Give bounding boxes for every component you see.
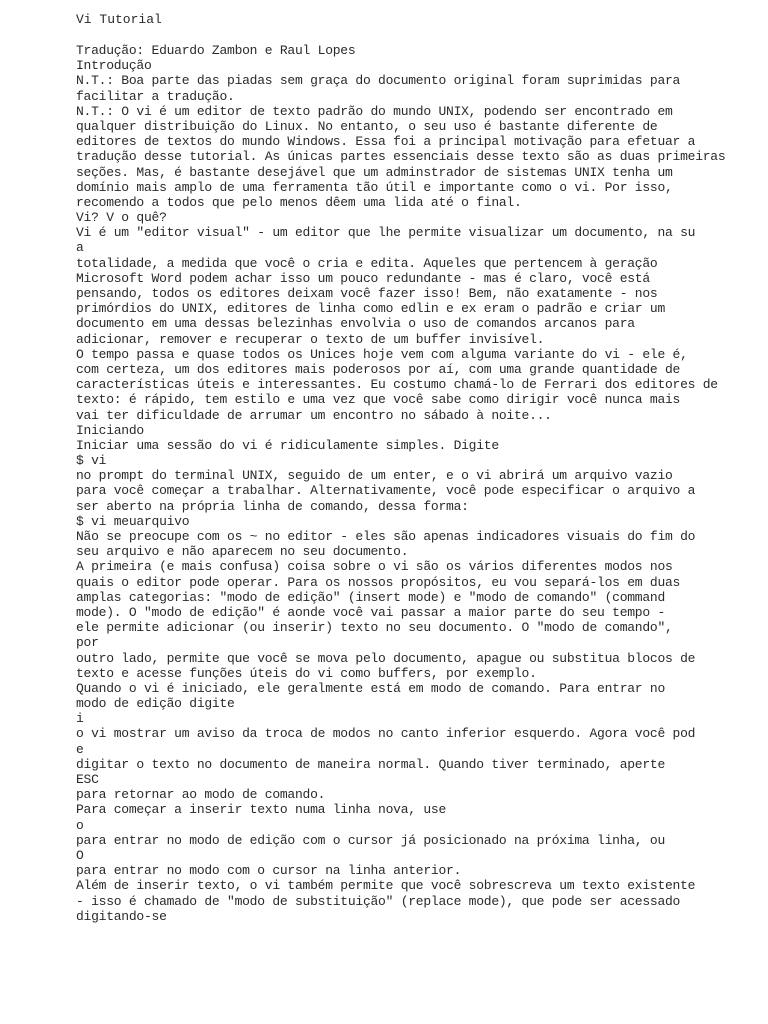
document-title: Vi Tutorial bbox=[76, 12, 162, 27]
text-line: seções. Mas, é bastante desejável que um adminstrador de sistemas UNIX tenha um bbox=[76, 164, 673, 180]
text-line: mode). O "modo de edição" é aonde você vai passar a maior parte do seu tempo - bbox=[76, 604, 665, 620]
text-line: com certeza, um dos editores mais poderosos por aí, com uma grande quantidade de bbox=[76, 361, 681, 377]
text-line: facilitar a tradução. bbox=[76, 88, 235, 104]
text-line: e bbox=[76, 741, 84, 757]
text-line: Iniciando bbox=[76, 422, 144, 438]
text-line: quais o editor pode operar. Para os nossos propósitos, eu vou separá-los em duas bbox=[76, 574, 681, 590]
text-line: domínio mais amplo de uma ferramenta tão útil e importante como o vi. Por isso, bbox=[76, 179, 673, 195]
document-body bbox=[76, 43, 736, 924]
text-line: para retornar ao modo de comando. bbox=[76, 787, 326, 803]
text-line: adicionar, remover e recuperar o texto de um buffer invisível. bbox=[76, 331, 545, 347]
text-line: $ vi bbox=[76, 453, 107, 469]
text-line: no prompt do terminal UNIX, seguido de um enter, e o vi abrirá um arquivo vazio bbox=[76, 468, 673, 484]
text-line: ele permite adicionar (ou inserir) texto no seu documento. O "modo de comando", bbox=[76, 620, 673, 636]
text-line: texto: é rápido, tem estilo e uma vez que você sabe como dirigir você nunca mais bbox=[76, 392, 681, 408]
text-line: Iniciar uma sessão do vi é ridiculamente simples. Digite bbox=[76, 437, 499, 453]
text-line: totalidade, a medida que você o cria e edita. Aqueles que pertencem à geração bbox=[76, 255, 658, 271]
text-line: para entrar no modo com o cursor na linha anterior. bbox=[76, 863, 462, 879]
text-line: Quando o vi é iniciado, ele geralmente está em modo de comando. Para entrar no bbox=[76, 680, 665, 696]
text-line: $ vi meuarquivo bbox=[76, 513, 190, 529]
text-line: o vi mostrar um aviso da troca de modos no canto inferior esquerdo. Agora você pod bbox=[76, 726, 696, 742]
text-line: modo de edição digite bbox=[76, 696, 235, 712]
text-line: editores de textos do mundo Windows. Essa foi a principal motivação para efetuar a bbox=[76, 134, 696, 150]
text-line: pensando, todos os editores deixam você fazer isso! Bem, não exatamente - nos bbox=[76, 286, 658, 301]
text-line: vai ter dificuldade de arrumar um encontro no sábado à noite... bbox=[76, 407, 552, 423]
text-line: digitando-se bbox=[76, 908, 167, 924]
text-line: o bbox=[76, 817, 84, 833]
text-line: outro lado, permite que você se mova pelo documento, apague ou substitua blocos de bbox=[76, 650, 696, 666]
text-line: Vi é um "editor visual" - um editor que lhe permite visualizar um documento, na su bbox=[76, 225, 696, 241]
text-line: N.T.: Boa parte das piadas sem graça do documento original foram suprimidas para bbox=[76, 73, 681, 89]
text-line: O bbox=[76, 847, 84, 863]
text-line: A primeira (e mais confusa) coisa sobre o vi são os vários diferentes modos nos bbox=[76, 559, 673, 575]
text-line: Introdução bbox=[76, 58, 152, 74]
text-line: primórdios do UNIX, editores de linha como edlin e ex eram o padrão e criar um bbox=[76, 301, 665, 317]
text-line: recomendo a todos que pelo menos dêem uma lida até o final. bbox=[76, 194, 522, 210]
text-line: amplas categorias: "modo de edição" (insert mode) e "modo de comando" (command bbox=[76, 589, 665, 605]
text-line: características úteis e interessantes. Eu costumo chamá-lo de Ferrari dos editores de bbox=[76, 377, 718, 393]
text-line: i bbox=[76, 711, 84, 727]
text-line: tradução desse tutorial. As únicas partes essenciais desse texto são as duas primeiras bbox=[76, 149, 726, 165]
text-line: qualquer distribuição do Linux. No entanto, o seu uso é bastante diferente de bbox=[76, 118, 658, 134]
text-line: para você começar a trabalhar. Alternativamente, você pode especificar o arquivo a bbox=[76, 483, 696, 499]
text-line: Tradução: Eduardo Zambon e Raul Lopes bbox=[76, 43, 356, 58]
text-line: digitar o texto no documento de maneira normal. Quando tiver terminado, aperte bbox=[76, 756, 665, 772]
text-line: Microsoft Word podem achar isso um pouco redundante - mas é claro, você está bbox=[76, 270, 650, 286]
text-line: Para começar a inserir texto numa linha nova, use bbox=[76, 802, 447, 818]
text-line: N.T.: O vi é um editor de texto padrão do mundo UNIX, podendo ser encontrado em bbox=[76, 103, 673, 119]
text-line: ESC bbox=[76, 772, 99, 787]
text-line: Além de inserir texto, o vi também permite que você sobrescreva um texto existente bbox=[76, 878, 696, 894]
text-line: - isso é chamado de "modo de substituição" (replace mode), que pode ser acessado bbox=[76, 893, 681, 909]
text-line: documento em uma dessas belezinhas envolvia o uso de comandos arcanos para bbox=[76, 316, 635, 332]
text-line: por bbox=[76, 635, 99, 651]
text-line: O tempo passa e quase todos os Unices hoje vem com alguma variante do vi - ele é, bbox=[76, 346, 688, 362]
text-line: texto e acesse funções úteis do vi como buffers, por exemplo. bbox=[76, 665, 537, 681]
text-line: a bbox=[76, 240, 84, 256]
text-line: seu arquivo e não aparecem no seu documento. bbox=[76, 544, 409, 560]
text-line: Não se preocupe com os ~ no editor - eles são apenas indicadores visuais do fim do bbox=[76, 529, 696, 544]
text-line: Vi? V o quê? bbox=[76, 210, 167, 226]
text-line: para entrar no modo de edição com o cursor já posicionado na próxima linha, ou bbox=[76, 832, 665, 848]
text-line: ser aberto na própria linha de comando, dessa forma: bbox=[76, 498, 469, 514]
